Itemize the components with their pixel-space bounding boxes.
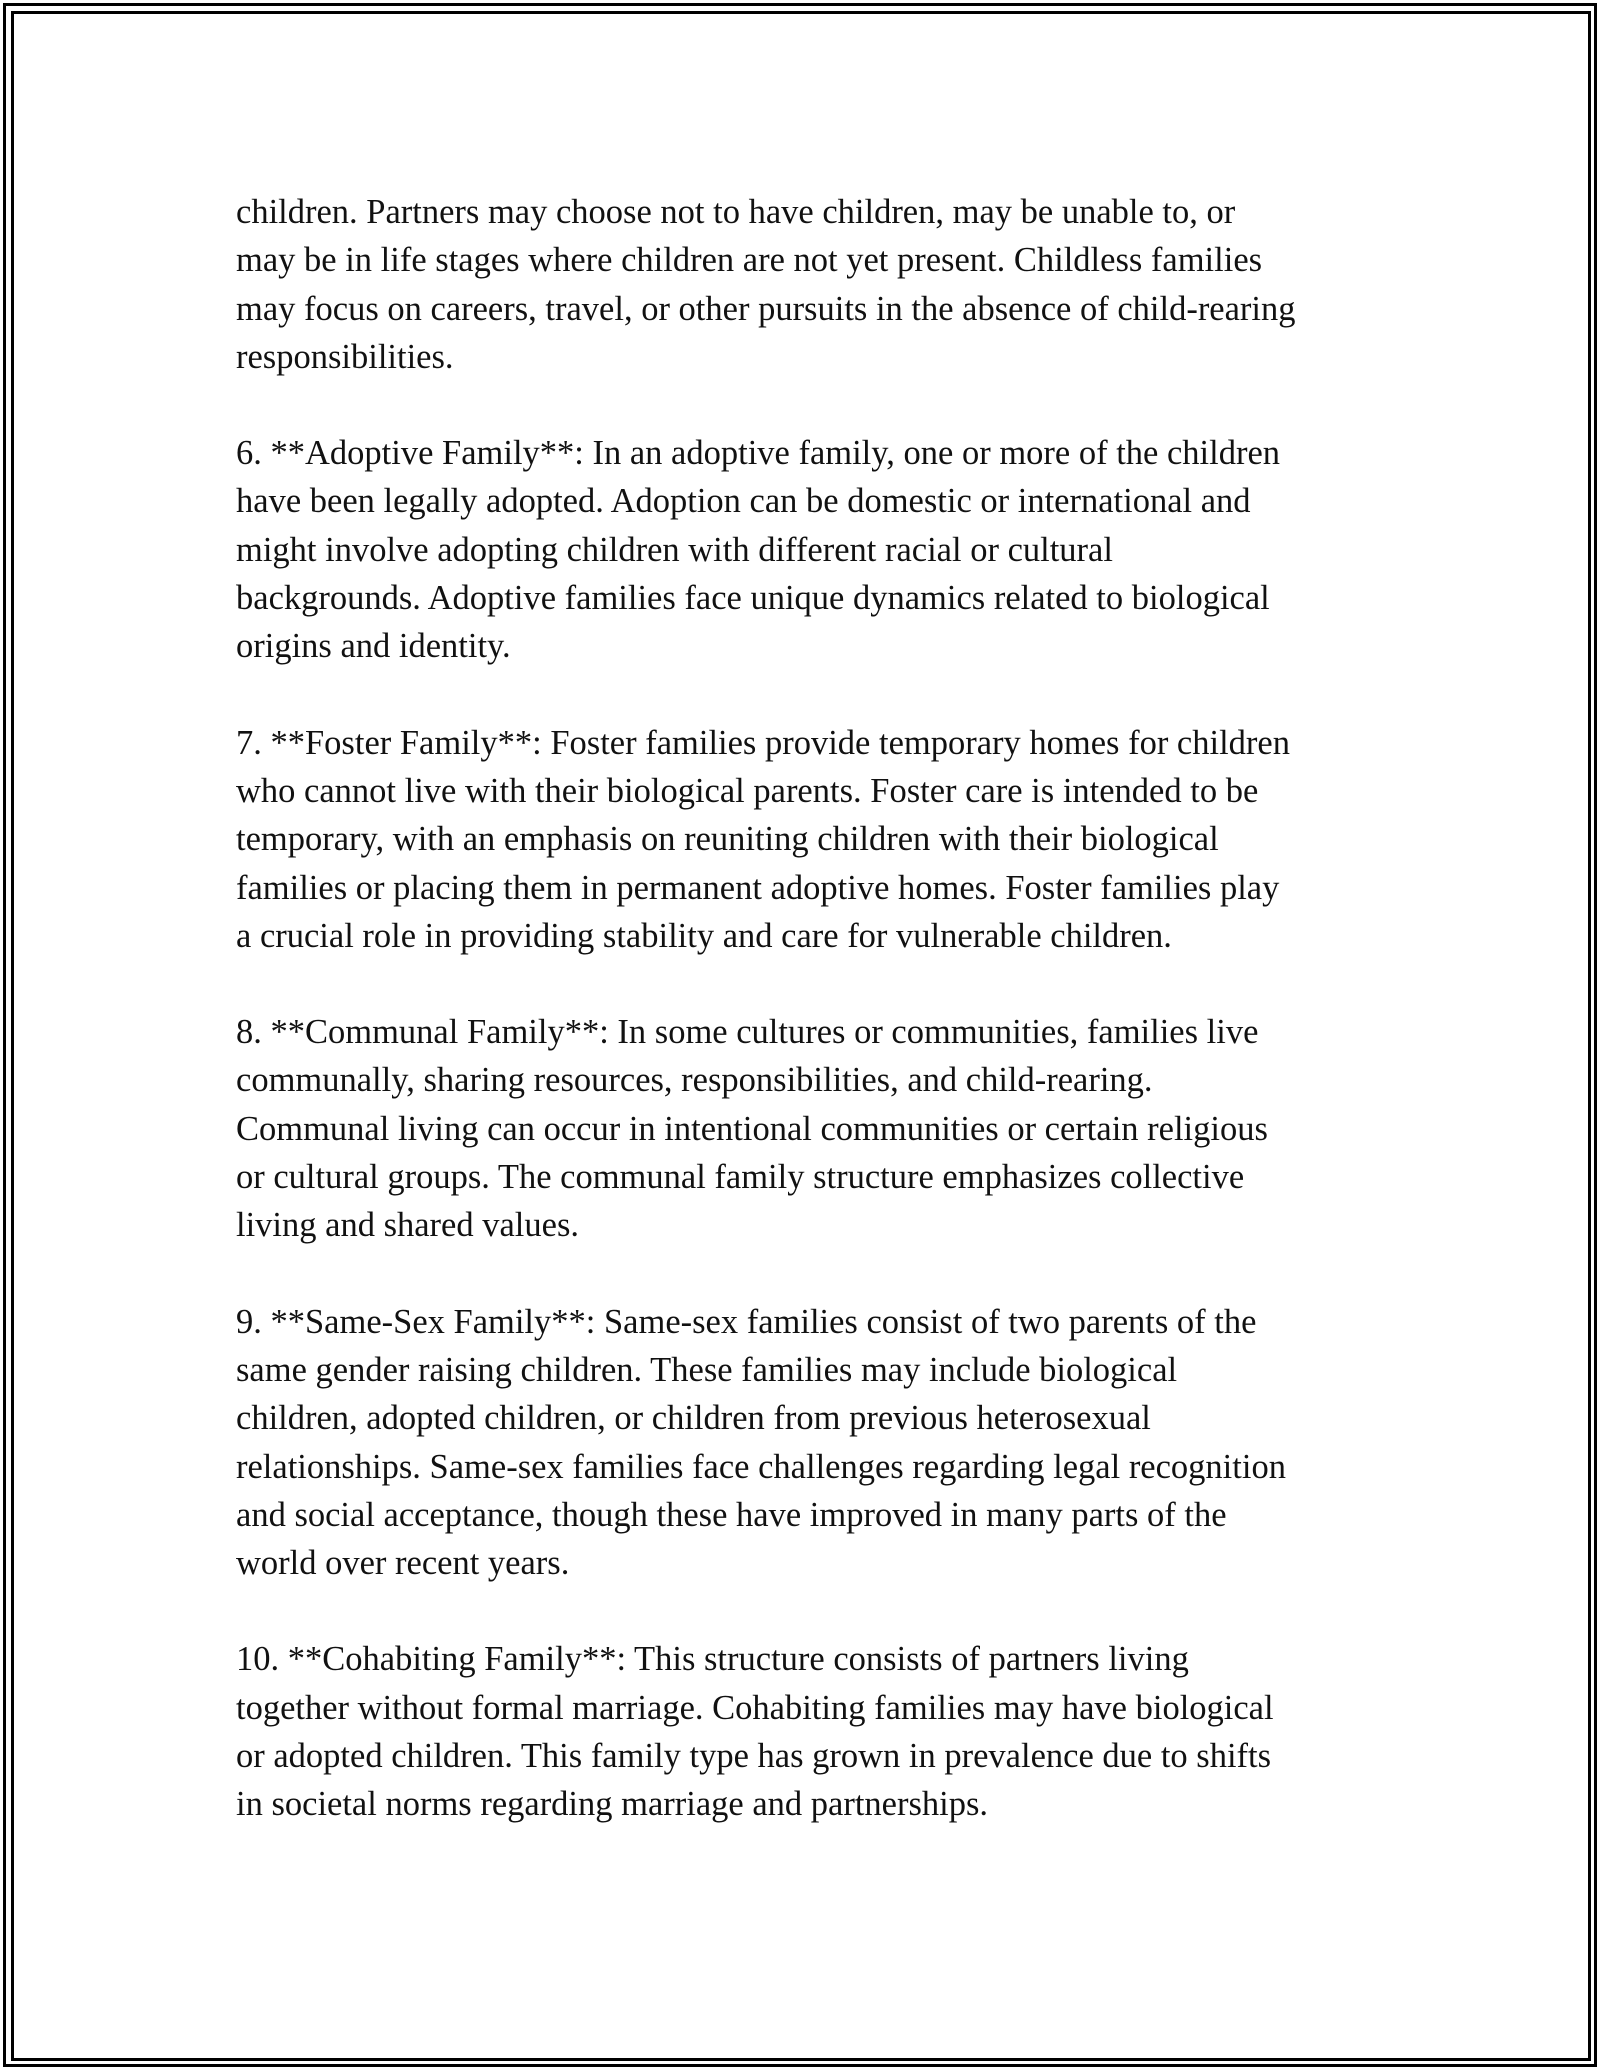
text-line: Communal living can occur in intentional communities or certain religious — [236, 1109, 1268, 1148]
paragraph-adoptive-family — [236, 429, 1386, 670]
text-line: 7. **Foster Family**: Foster families provide temporary homes for children — [236, 723, 1290, 762]
paragraph-same-sex-family — [236, 1298, 1386, 1588]
text-line: 9. **Same-Sex Family**: Same-sex families consist of two parents of the — [236, 1302, 1257, 1341]
text-line: relationships. Same-sex families face challenges regarding legal recognition — [236, 1447, 1286, 1486]
text-line: children. Partners may choose not to have children, may be unable to, or — [236, 193, 1236, 231]
text-line: temporary, with an emphasis on reuniting children with their biological — [236, 820, 1219, 859]
text-line: may be in life stages where children are not yet present. Childless families — [236, 241, 1263, 280]
text-line: origins and identity. — [236, 627, 511, 666]
text-line: a crucial role in providing stability and care for vulnerable children. — [236, 916, 1172, 955]
text-line: 8. **Communal Family**: In some cultures or communities, families live — [236, 1013, 1259, 1052]
text-line: 10. **Cohabiting Family**: This structure consists of partners living — [236, 1640, 1189, 1679]
paragraph-childless-family-continued — [236, 188, 1386, 381]
text-line: world over recent years. — [236, 1544, 570, 1583]
document-body — [236, 188, 1386, 1877]
text-line: children, adopted children, or children from previous heterosexual — [236, 1399, 1151, 1438]
text-line: together without formal marriage. Cohabiting families may have biological — [236, 1688, 1274, 1727]
text-line: or adopted children. This family type has grown in prevalence due to shifts — [236, 1737, 1272, 1776]
text-line: living and shared values. — [236, 1206, 579, 1245]
paragraph-communal-family — [236, 1008, 1386, 1249]
text-line: may focus on careers, travel, or other pursuits in the absence of child-rearing — [236, 289, 1296, 328]
text-line: responsibilities. — [236, 337, 454, 376]
text-line: or cultural groups. The communal family structure emphasizes collective — [236, 1158, 1245, 1197]
text-line: might involve adopting children with different racial or cultural — [236, 530, 1113, 569]
text-line: backgrounds. Adoptive families face unique dynamics related to biological — [236, 579, 1270, 618]
text-line: in societal norms regarding marriage and partnerships. — [236, 1785, 989, 1824]
text-line: communally, sharing resources, responsibilities, and child-rearing. — [236, 1061, 1153, 1100]
text-line: and social acceptance, though these have improved in many parts of the — [236, 1495, 1227, 1534]
paragraph-cohabiting-family — [236, 1635, 1386, 1828]
text-line: have been legally adopted. Adoption can be domestic or international and — [236, 482, 1251, 521]
text-line: who cannot live with their biological parents. Foster care is intended to be — [236, 771, 1259, 810]
text-line: families or placing them in permanent adoptive homes. Foster families play — [236, 868, 1280, 907]
text-line: same gender raising children. These families may include biological — [236, 1350, 1178, 1389]
paragraph-foster-family — [236, 719, 1386, 960]
text-line: 6. **Adoptive Family**: In an adoptive family, one or more of the children — [236, 434, 1281, 473]
